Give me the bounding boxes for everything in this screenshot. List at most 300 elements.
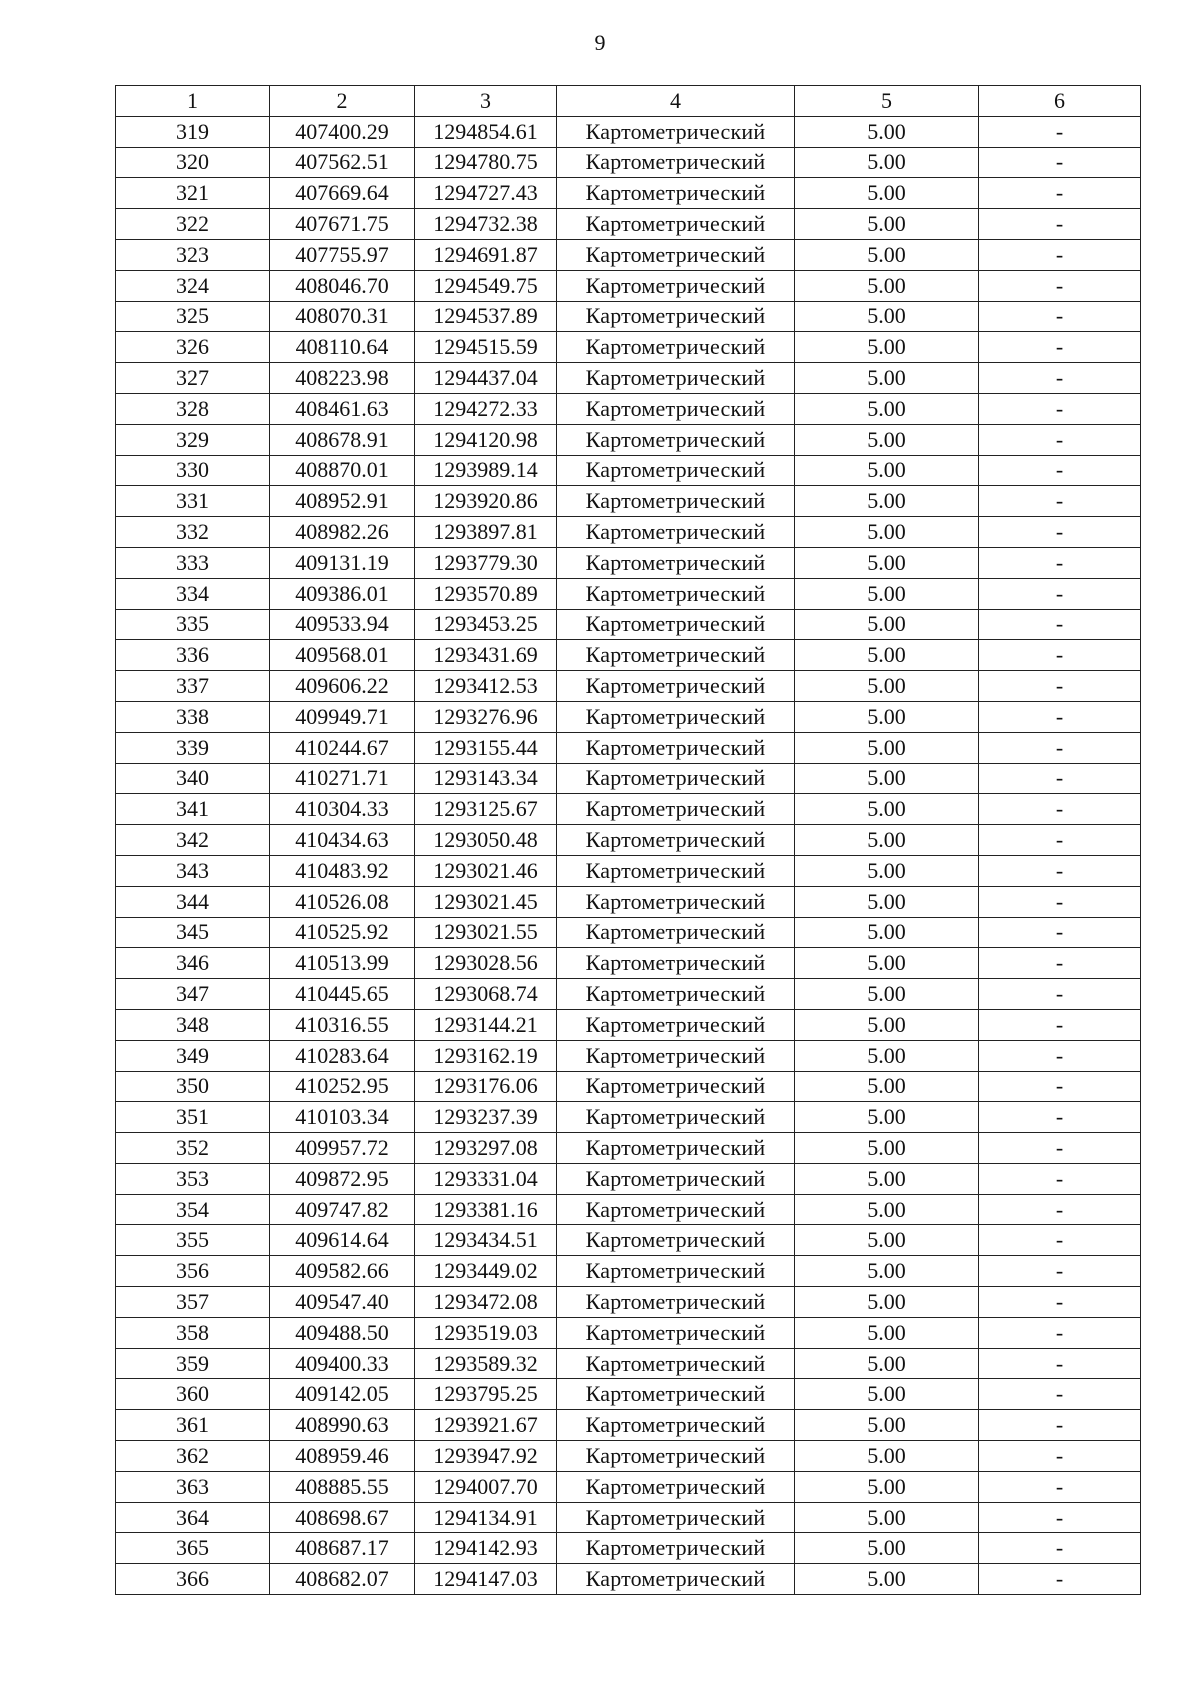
cell-coord-x: 409949.71	[270, 701, 415, 732]
table-row	[116, 578, 1141, 609]
cell-accuracy: 5.00	[795, 917, 979, 948]
cell-method: Картометрический	[557, 1317, 795, 1348]
cell-coord-x: 410304.33	[270, 794, 415, 825]
column-header-5: 5	[795, 86, 979, 117]
cell-method: Картометрический	[557, 547, 795, 578]
cell-accuracy: 5.00	[795, 1502, 979, 1533]
cell-point-number: 352	[116, 1133, 270, 1164]
cell-note: -	[979, 763, 1141, 794]
table-row	[116, 1533, 1141, 1564]
cell-point-number: 327	[116, 363, 270, 394]
cell-note: -	[979, 640, 1141, 671]
table-row	[116, 1471, 1141, 1502]
cell-note: -	[979, 547, 1141, 578]
cell-coord-y: 1294437.04	[415, 363, 557, 394]
table-row	[116, 1564, 1141, 1595]
cell-point-number: 342	[116, 825, 270, 856]
cell-point-number: 333	[116, 547, 270, 578]
table-row	[116, 763, 1141, 794]
column-header-4: 4	[557, 86, 795, 117]
cell-note: -	[979, 1102, 1141, 1133]
cell-coord-x: 408461.63	[270, 393, 415, 424]
cell-note: -	[979, 517, 1141, 548]
page-number: 9	[594, 30, 606, 55]
cell-coord-x: 410271.71	[270, 763, 415, 794]
table-row	[116, 209, 1141, 240]
table-row	[116, 1317, 1141, 1348]
table-row	[116, 671, 1141, 702]
cell-note: -	[979, 1009, 1141, 1040]
cell-point-number: 354	[116, 1194, 270, 1225]
cell-accuracy: 5.00	[795, 701, 979, 732]
cell-accuracy: 5.00	[795, 763, 979, 794]
cell-coord-x: 410434.63	[270, 825, 415, 856]
cell-note: -	[979, 1133, 1141, 1164]
cell-coord-x: 408682.07	[270, 1564, 415, 1595]
cell-coord-y: 1293021.45	[415, 886, 557, 917]
cell-point-number: 345	[116, 917, 270, 948]
cell-coord-x: 408678.91	[270, 424, 415, 455]
cell-note: -	[979, 116, 1141, 147]
table-row	[116, 547, 1141, 578]
cell-accuracy: 5.00	[795, 1225, 979, 1256]
cell-method: Картометрический	[557, 1441, 795, 1472]
cell-accuracy: 5.00	[795, 1317, 979, 1348]
cell-accuracy: 5.00	[795, 794, 979, 825]
cell-coord-y: 1293237.39	[415, 1102, 557, 1133]
cell-method: Картометрический	[557, 455, 795, 486]
table-row	[116, 332, 1141, 363]
cell-coord-y: 1294537.89	[415, 301, 557, 332]
table-row	[116, 147, 1141, 178]
cell-note: -	[979, 948, 1141, 979]
cell-method: Картометрический	[557, 609, 795, 640]
cell-coord-x: 407562.51	[270, 147, 415, 178]
cell-coord-x: 410103.34	[270, 1102, 415, 1133]
cell-point-number: 357	[116, 1287, 270, 1318]
cell-note: -	[979, 1287, 1141, 1318]
table-row	[116, 1348, 1141, 1379]
cell-note: -	[979, 239, 1141, 270]
cell-accuracy: 5.00	[795, 671, 979, 702]
cell-coord-x: 408698.67	[270, 1502, 415, 1533]
table-row	[116, 1502, 1141, 1533]
cell-accuracy: 5.00	[795, 1348, 979, 1379]
cell-coord-y: 1293162.19	[415, 1040, 557, 1071]
cell-coord-y: 1293434.51	[415, 1225, 557, 1256]
cell-accuracy: 5.00	[795, 393, 979, 424]
cell-coord-y: 1293779.30	[415, 547, 557, 578]
cell-coord-x: 409747.82	[270, 1194, 415, 1225]
table-row	[116, 1163, 1141, 1194]
cell-method: Картометрический	[557, 640, 795, 671]
cell-note: -	[979, 1163, 1141, 1194]
cell-coord-x: 410244.67	[270, 732, 415, 763]
cell-point-number: 340	[116, 763, 270, 794]
cell-coord-x: 408982.26	[270, 517, 415, 548]
cell-accuracy: 5.00	[795, 1040, 979, 1071]
cell-point-number: 337	[116, 671, 270, 702]
cell-note: -	[979, 1410, 1141, 1441]
table-row	[116, 1410, 1141, 1441]
coordinates-table	[115, 85, 1141, 1595]
cell-accuracy: 5.00	[795, 948, 979, 979]
cell-note: -	[979, 147, 1141, 178]
cell-coord-y: 1293331.04	[415, 1163, 557, 1194]
cell-coord-y: 1293947.92	[415, 1441, 557, 1472]
table-header-row	[116, 86, 1141, 117]
cell-point-number: 321	[116, 178, 270, 209]
table-row	[116, 640, 1141, 671]
cell-note: -	[979, 979, 1141, 1010]
cell-coord-y: 1294549.75	[415, 270, 557, 301]
cell-method: Картометрический	[557, 270, 795, 301]
cell-coord-x: 408687.17	[270, 1533, 415, 1564]
cell-point-number: 326	[116, 332, 270, 363]
cell-accuracy: 5.00	[795, 332, 979, 363]
cell-method: Картометрический	[557, 763, 795, 794]
cell-method: Картометрический	[557, 301, 795, 332]
cell-accuracy: 5.00	[795, 640, 979, 671]
table-row	[116, 794, 1141, 825]
cell-note: -	[979, 1533, 1141, 1564]
cell-note: -	[979, 825, 1141, 856]
table-row	[116, 855, 1141, 886]
cell-accuracy: 5.00	[795, 1410, 979, 1441]
cell-coord-y: 1293989.14	[415, 455, 557, 486]
table-row	[116, 393, 1141, 424]
cell-coord-x: 407671.75	[270, 209, 415, 240]
cell-coord-x: 410526.08	[270, 886, 415, 917]
cell-point-number: 350	[116, 1071, 270, 1102]
cell-coord-y: 1293143.34	[415, 763, 557, 794]
cell-point-number: 362	[116, 1441, 270, 1472]
cell-accuracy: 5.00	[795, 1071, 979, 1102]
cell-accuracy: 5.00	[795, 517, 979, 548]
cell-point-number: 332	[116, 517, 270, 548]
cell-note: -	[979, 1040, 1141, 1071]
cell-note: -	[979, 270, 1141, 301]
cell-method: Картометрический	[557, 424, 795, 455]
cell-coord-x: 410283.64	[270, 1040, 415, 1071]
cell-accuracy: 5.00	[795, 209, 979, 240]
cell-accuracy: 5.00	[795, 239, 979, 270]
cell-method: Картометрический	[557, 486, 795, 517]
cell-coord-x: 409142.05	[270, 1379, 415, 1410]
table-row	[116, 486, 1141, 517]
cell-method: Картометрический	[557, 147, 795, 178]
cell-method: Картометрический	[557, 1133, 795, 1164]
cell-point-number: 343	[116, 855, 270, 886]
table-row	[116, 732, 1141, 763]
cell-point-number: 358	[116, 1317, 270, 1348]
cell-note: -	[979, 178, 1141, 209]
cell-accuracy: 5.00	[795, 855, 979, 886]
cell-accuracy: 5.00	[795, 1564, 979, 1595]
cell-point-number: 319	[116, 116, 270, 147]
cell-method: Картометрический	[557, 1564, 795, 1595]
cell-method: Картометрический	[557, 855, 795, 886]
cell-point-number: 339	[116, 732, 270, 763]
cell-coord-y: 1293589.32	[415, 1348, 557, 1379]
cell-method: Картометрический	[557, 1256, 795, 1287]
cell-accuracy: 5.00	[795, 486, 979, 517]
table-row	[116, 1194, 1141, 1225]
cell-coord-y: 1293125.67	[415, 794, 557, 825]
cell-method: Картометрический	[557, 1163, 795, 1194]
cell-coord-x: 407400.29	[270, 116, 415, 147]
cell-coord-y: 1294147.03	[415, 1564, 557, 1595]
cell-method: Картометрический	[557, 178, 795, 209]
cell-coord-y: 1293176.06	[415, 1071, 557, 1102]
cell-point-number: 356	[116, 1256, 270, 1287]
cell-coord-x: 409547.40	[270, 1287, 415, 1318]
cell-note: -	[979, 455, 1141, 486]
cell-note: -	[979, 209, 1141, 240]
cell-point-number: 323	[116, 239, 270, 270]
cell-accuracy: 5.00	[795, 424, 979, 455]
cell-method: Картометрический	[557, 1071, 795, 1102]
cell-note: -	[979, 1502, 1141, 1533]
cell-coord-y: 1293453.25	[415, 609, 557, 640]
cell-coord-x: 409614.64	[270, 1225, 415, 1256]
cell-coord-y: 1293068.74	[415, 979, 557, 1010]
cell-accuracy: 5.00	[795, 1133, 979, 1164]
cell-point-number: 320	[116, 147, 270, 178]
cell-point-number: 353	[116, 1163, 270, 1194]
column-header-2: 2	[270, 86, 415, 117]
cell-point-number: 338	[116, 701, 270, 732]
cell-coord-y: 1293155.44	[415, 732, 557, 763]
table-row	[116, 1379, 1141, 1410]
cell-coord-y: 1294780.75	[415, 147, 557, 178]
cell-method: Картометрический	[557, 116, 795, 147]
cell-coord-y: 1293795.25	[415, 1379, 557, 1410]
cell-method: Картометрический	[557, 578, 795, 609]
cell-note: -	[979, 917, 1141, 948]
cell-coord-x: 409386.01	[270, 578, 415, 609]
cell-coord-y: 1293381.16	[415, 1194, 557, 1225]
cell-note: -	[979, 1379, 1141, 1410]
cell-point-number: 322	[116, 209, 270, 240]
cell-coord-y: 1293921.67	[415, 1410, 557, 1441]
cell-method: Картометрический	[557, 1379, 795, 1410]
column-header-6: 6	[979, 86, 1141, 117]
cell-coord-y: 1293050.48	[415, 825, 557, 856]
cell-note: -	[979, 855, 1141, 886]
cell-coord-y: 1294142.93	[415, 1533, 557, 1564]
cell-note: -	[979, 1564, 1141, 1595]
cell-coord-y: 1293570.89	[415, 578, 557, 609]
cell-point-number: 341	[116, 794, 270, 825]
cell-coord-x: 409606.22	[270, 671, 415, 702]
cell-accuracy: 5.00	[795, 732, 979, 763]
cell-note: -	[979, 1317, 1141, 1348]
cell-accuracy: 5.00	[795, 1441, 979, 1472]
cell-point-number: 331	[116, 486, 270, 517]
cell-method: Картометрический	[557, 517, 795, 548]
cell-accuracy: 5.00	[795, 116, 979, 147]
cell-coord-x: 407755.97	[270, 239, 415, 270]
cell-coord-x: 408870.01	[270, 455, 415, 486]
table-row	[116, 363, 1141, 394]
cell-coord-x: 408952.91	[270, 486, 415, 517]
cell-coord-y: 1293431.69	[415, 640, 557, 671]
cell-method: Картометрический	[557, 1348, 795, 1379]
cell-method: Картометрический	[557, 1410, 795, 1441]
cell-coord-y: 1293144.21	[415, 1009, 557, 1040]
cell-coord-x: 410252.95	[270, 1071, 415, 1102]
cell-note: -	[979, 363, 1141, 394]
cell-note: -	[979, 794, 1141, 825]
cell-coord-x: 407669.64	[270, 178, 415, 209]
cell-coord-y: 1294854.61	[415, 116, 557, 147]
cell-coord-x: 408046.70	[270, 270, 415, 301]
cell-point-number: 355	[116, 1225, 270, 1256]
cell-coord-x: 410513.99	[270, 948, 415, 979]
cell-method: Картометрический	[557, 825, 795, 856]
cell-method: Картометрический	[557, 1533, 795, 1564]
table-row	[116, 517, 1141, 548]
table-row	[116, 270, 1141, 301]
table-row	[116, 1225, 1141, 1256]
cell-coord-x: 408885.55	[270, 1471, 415, 1502]
table-row	[116, 979, 1141, 1010]
cell-method: Картометрический	[557, 732, 795, 763]
cell-accuracy: 5.00	[795, 1009, 979, 1040]
cell-method: Картометрический	[557, 979, 795, 1010]
cell-point-number: 328	[116, 393, 270, 424]
cell-coord-x: 410483.92	[270, 855, 415, 886]
cell-accuracy: 5.00	[795, 1471, 979, 1502]
table-body	[116, 116, 1141, 1594]
cell-point-number: 344	[116, 886, 270, 917]
table-row	[116, 178, 1141, 209]
cell-point-number: 363	[116, 1471, 270, 1502]
table-row	[116, 116, 1141, 147]
cell-accuracy: 5.00	[795, 147, 979, 178]
cell-note: -	[979, 1256, 1141, 1287]
cell-point-number: 366	[116, 1564, 270, 1595]
cell-method: Картометрический	[557, 239, 795, 270]
cell-accuracy: 5.00	[795, 1163, 979, 1194]
cell-method: Картометрический	[557, 794, 795, 825]
cell-coord-y: 1293021.55	[415, 917, 557, 948]
cell-coord-y: 1293472.08	[415, 1287, 557, 1318]
cell-note: -	[979, 701, 1141, 732]
cell-accuracy: 5.00	[795, 363, 979, 394]
cell-coord-x: 409568.01	[270, 640, 415, 671]
cell-coord-y: 1294691.87	[415, 239, 557, 270]
cell-note: -	[979, 301, 1141, 332]
column-header-3: 3	[415, 86, 557, 117]
table-row	[116, 886, 1141, 917]
table-row	[116, 917, 1141, 948]
cell-coord-y: 1293449.02	[415, 1256, 557, 1287]
cell-point-number: 334	[116, 578, 270, 609]
table-row	[116, 424, 1141, 455]
cell-coord-y: 1293519.03	[415, 1317, 557, 1348]
cell-point-number: 330	[116, 455, 270, 486]
cell-note: -	[979, 609, 1141, 640]
cell-coord-x: 408990.63	[270, 1410, 415, 1441]
cell-coord-x: 408110.64	[270, 332, 415, 363]
table-row	[116, 1102, 1141, 1133]
cell-accuracy: 5.00	[795, 301, 979, 332]
table-row	[116, 701, 1141, 732]
cell-note: -	[979, 578, 1141, 609]
cell-coord-y: 1294134.91	[415, 1502, 557, 1533]
table-row	[116, 1256, 1141, 1287]
cell-coord-x: 409131.19	[270, 547, 415, 578]
table-row	[116, 1287, 1141, 1318]
cell-point-number: 329	[116, 424, 270, 455]
cell-accuracy: 5.00	[795, 1533, 979, 1564]
cell-coord-x: 409957.72	[270, 1133, 415, 1164]
table-row	[116, 1009, 1141, 1040]
table-row	[116, 455, 1141, 486]
table-row	[116, 825, 1141, 856]
cell-note: -	[979, 886, 1141, 917]
cell-method: Картометрический	[557, 886, 795, 917]
cell-method: Картометрический	[557, 1040, 795, 1071]
table-row	[116, 1040, 1141, 1071]
cell-accuracy: 5.00	[795, 886, 979, 917]
cell-method: Картометрический	[557, 1102, 795, 1133]
cell-accuracy: 5.00	[795, 270, 979, 301]
cell-coord-x: 408959.46	[270, 1441, 415, 1472]
cell-accuracy: 5.00	[795, 1256, 979, 1287]
cell-method: Картометрический	[557, 1225, 795, 1256]
cell-point-number: 336	[116, 640, 270, 671]
cell-point-number: 346	[116, 948, 270, 979]
cell-accuracy: 5.00	[795, 178, 979, 209]
cell-point-number: 360	[116, 1379, 270, 1410]
cell-point-number: 347	[116, 979, 270, 1010]
cell-coord-y: 1294272.33	[415, 393, 557, 424]
table-row	[116, 239, 1141, 270]
cell-method: Картометрический	[557, 1471, 795, 1502]
cell-coord-x: 409488.50	[270, 1317, 415, 1348]
cell-method: Картометрический	[557, 209, 795, 240]
table-row	[116, 1441, 1141, 1472]
cell-point-number: 365	[116, 1533, 270, 1564]
table-row	[116, 1071, 1141, 1102]
cell-note: -	[979, 1471, 1141, 1502]
cell-note: -	[979, 424, 1141, 455]
cell-coord-x: 409582.66	[270, 1256, 415, 1287]
cell-accuracy: 5.00	[795, 1102, 979, 1133]
cell-note: -	[979, 393, 1141, 424]
table-row	[116, 948, 1141, 979]
cell-point-number: 359	[116, 1348, 270, 1379]
cell-accuracy: 5.00	[795, 578, 979, 609]
cell-accuracy: 5.00	[795, 825, 979, 856]
cell-note: -	[979, 732, 1141, 763]
cell-accuracy: 5.00	[795, 1194, 979, 1225]
column-header-1: 1	[116, 86, 270, 117]
cell-point-number: 349	[116, 1040, 270, 1071]
cell-coord-y: 1293276.96	[415, 701, 557, 732]
cell-coord-y: 1294515.59	[415, 332, 557, 363]
cell-accuracy: 5.00	[795, 609, 979, 640]
cell-method: Картометрический	[557, 363, 795, 394]
cell-accuracy: 5.00	[795, 979, 979, 1010]
cell-method: Картометрический	[557, 1287, 795, 1318]
cell-coord-y: 1294732.38	[415, 209, 557, 240]
cell-note: -	[979, 1194, 1141, 1225]
cell-method: Картометрический	[557, 1194, 795, 1225]
